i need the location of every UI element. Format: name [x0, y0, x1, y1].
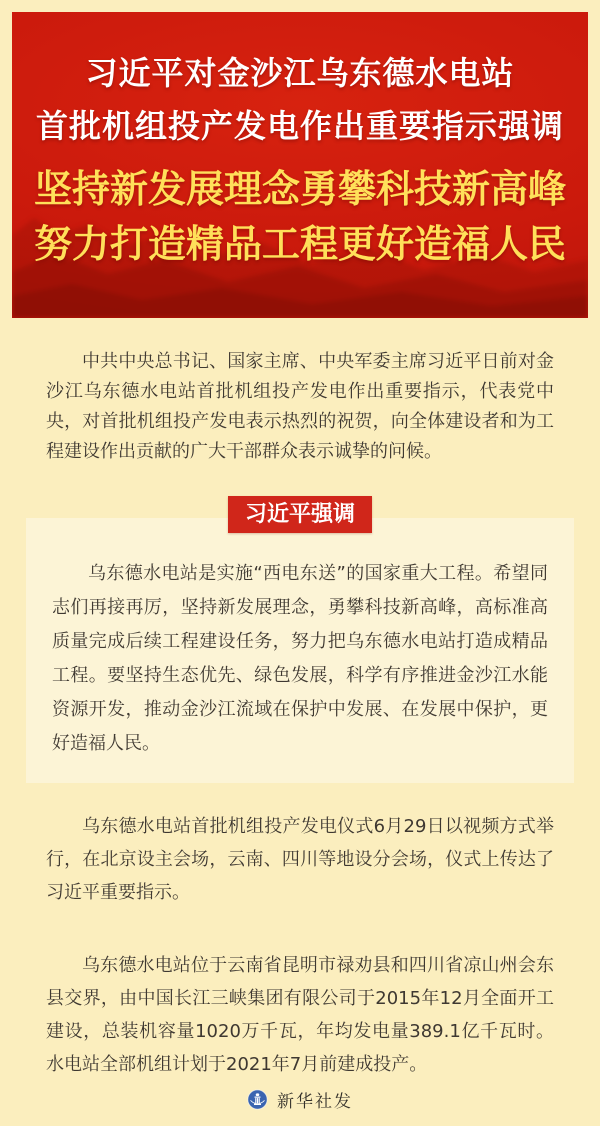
footer-credit-row [46, 1087, 554, 1112]
banner-titles [12, 47, 588, 272]
quote-card [26, 518, 574, 783]
headline-yellow-line1: 坚持新发展理念勇攀科技新高峰 [33, 167, 566, 211]
headline-white-line1: 习近平对金沙江乌东德水电站 [85, 54, 515, 92]
headline-banner [12, 12, 588, 318]
footer-credit-text: 新华社发 [277, 1092, 353, 1112]
paragraph-project-facts: 乌东德水电站位于云南省昆明市禄劝县和四川省凉山州会东县交界，由中国长江三峡集团有限公司于2015年12月全面开工建设，总装机容量1020万千瓦，年均发电量389.1亿千瓦时。水电站全部机组计划于2021年7月前建成投产。 [46, 955, 554, 1075]
headline-yellow-line2: 努力打造精品工程更好造福人民 [33, 222, 566, 266]
xinhua-logo-icon [247, 1089, 268, 1110]
article-body [0, 318, 600, 1112]
paragraph-lead: 中共中央总书记、国家主席、中央军委主席习近平日前对金沙江乌东德水电站首批机组投产发电作出重要指示，代表党中央，对首批机组投产发电表示热烈的祝贺，向全体建设者和为工程建设作出贡献的广大干部群众表示诚挚的问候。 [46, 351, 554, 462]
headline-yellow [12, 162, 588, 272]
headline-white-line2: 首批机组投产发电作出重要指示强调 [35, 107, 564, 145]
quote-text: 乌东德水电站是实施“西电东送”的国家重大工程。希望同志们再接再厉，坚持新发展理念，勇攀科技新高峰，高标准高质量完成后续工程建设任务，努力把乌东德水电站打造成精品工程。要坚持生态优先、绿色发展，科学有序推进金沙江水能资源开发，推动金沙江流域在保护中发展、在发展中保护，更好造福人民。 [52, 563, 548, 754]
paragraph-ceremony: 乌东德水电站首批机组投产发电仪式6月29日以视频方式举行，在北京设主会场，云南、四川等地设分会场，仪式上传达了习近平重要指示。 [46, 816, 554, 903]
headline-white [12, 47, 588, 153]
emphasis-badge: 习近平强调 [228, 496, 372, 533]
